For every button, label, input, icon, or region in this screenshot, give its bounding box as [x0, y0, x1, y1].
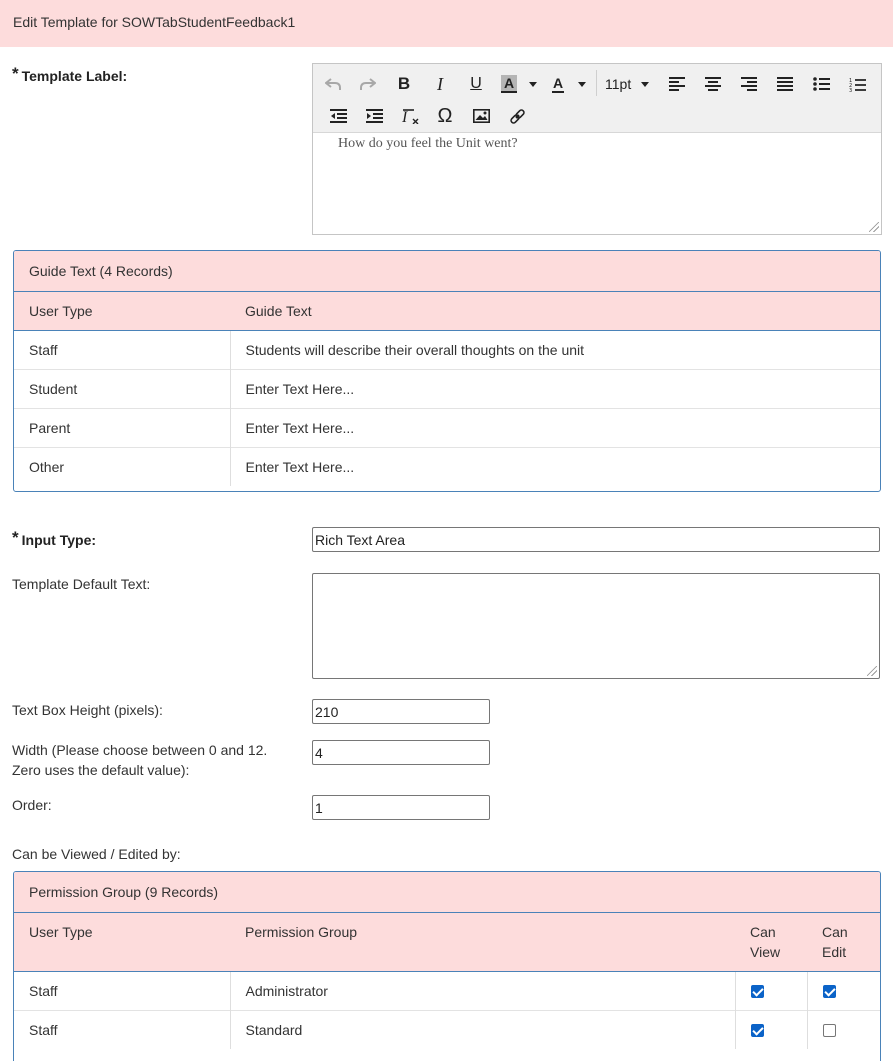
table-row: [14, 972, 880, 1011]
svg-text:2: 2: [848, 82, 852, 89]
editor-content[interactable]: How do you feel the Unit went?: [338, 136, 518, 151]
user-type-cell: Staff: [14, 1011, 230, 1050]
input-type-field[interactable]: [312, 527, 880, 552]
align-justify-icon[interactable]: [773, 72, 797, 96]
guide-text-panel-title: Guide Text (4 Records): [14, 251, 880, 292]
align-left-icon[interactable]: [665, 72, 689, 96]
guide-text-cell[interactable]: Enter Text Here...: [230, 448, 880, 487]
width-label-line2: Zero uses the default value):: [12, 762, 190, 778]
required-mark: *: [12, 528, 19, 547]
user-type-cell: Staff: [29, 983, 58, 999]
background-color-icon: A: [501, 75, 517, 93]
can-edit-checkbox[interactable]: [823, 985, 836, 998]
guide-text-cell[interactable]: Enter Text Here...: [230, 370, 880, 409]
italic-button[interactable]: I: [437, 73, 443, 94]
input-type-label: Input Type:: [21, 532, 97, 548]
link-icon[interactable]: [505, 104, 529, 128]
guide-text-cell[interactable]: Students will describe their overall thoughts on the unit: [230, 331, 880, 370]
svg-text:1: 1: [848, 77, 852, 84]
font-size-value: 11pt: [605, 76, 632, 92]
indent-icon[interactable]: [362, 104, 386, 128]
permission-group-table: [14, 913, 880, 1049]
can-view-checkbox[interactable]: [751, 1024, 764, 1037]
permission-group-cell: Administrator: [230, 972, 735, 1011]
table-row: [14, 1011, 880, 1050]
numbered-list-icon[interactable]: [845, 72, 869, 96]
guide-text-panel: [13, 250, 881, 492]
editor-toolbar: [313, 64, 881, 133]
template-label-editor[interactable]: [312, 63, 882, 235]
font-size-caret-icon[interactable]: [641, 82, 649, 87]
text-box-height-label: Text Box Height (pixels):: [12, 702, 163, 718]
column-header-guide-text: Guide Text: [230, 292, 880, 331]
column-header-permission-group: Permission Group: [230, 913, 735, 972]
permission-group-panel: [13, 871, 881, 1061]
permissions-caption: Can be Viewed / Edited by:: [12, 846, 181, 862]
required-mark: *: [12, 64, 19, 83]
image-icon[interactable]: [469, 104, 493, 128]
page-title: Edit Template for SOWTabStudentFeedback1: [13, 14, 296, 30]
special-character-icon[interactable]: Ω: [437, 104, 453, 127]
align-right-icon[interactable]: [737, 72, 761, 96]
input-type-caption: [12, 530, 96, 550]
align-center-icon[interactable]: [701, 72, 725, 96]
column-header-can-view: Can View: [735, 913, 807, 972]
column-header-can-edit: Can Edit: [807, 913, 880, 972]
permission-group-panel-title: Permission Group (9 Records): [14, 872, 880, 913]
guide-text-table: [14, 292, 880, 486]
guide-text-cell[interactable]: Enter Text Here...: [230, 409, 880, 448]
page-header: [0, 0, 893, 47]
text-color-caret-icon[interactable]: [578, 82, 586, 87]
can-view-checkbox[interactable]: [751, 985, 764, 998]
background-color-caret-icon[interactable]: [529, 82, 537, 87]
underline-button[interactable]: U: [470, 75, 482, 92]
text-color-icon: A: [552, 75, 564, 91]
default-text-label: Template Default Text:: [12, 576, 151, 592]
background-color-button[interactable]: [497, 72, 521, 96]
permission-group-cell: Standard: [230, 1011, 735, 1050]
order-label: Order:: [12, 797, 52, 813]
template-label-text: Template Label:: [21, 68, 128, 84]
text-color-button[interactable]: [546, 72, 570, 96]
redo-icon[interactable]: [356, 72, 380, 96]
undo-icon[interactable]: [321, 72, 345, 96]
user-type-cell: Parent: [14, 409, 230, 448]
template-label-caption: [12, 66, 127, 86]
user-type-cell: Other: [14, 448, 230, 487]
width-label-line1: Width (Please choose between 0 and 12.: [12, 742, 268, 758]
text-box-height-field[interactable]: [312, 699, 490, 724]
bullet-list-icon[interactable]: [809, 72, 833, 96]
user-type-cell: Staff: [29, 342, 58, 358]
column-header-user-type: User Type: [14, 913, 230, 972]
user-type-cell: Student: [14, 370, 230, 409]
can-edit-checkbox[interactable]: [823, 1024, 836, 1037]
svg-text:3: 3: [848, 87, 852, 92]
bold-button[interactable]: B: [397, 74, 411, 93]
default-text-field[interactable]: [312, 573, 880, 679]
table-row[interactable]: [14, 370, 880, 409]
column-header-user-type: User Type: [14, 292, 230, 331]
table-row[interactable]: [14, 448, 880, 487]
svg-text:I: I: [402, 109, 408, 124]
outdent-icon[interactable]: [326, 104, 350, 128]
table-row[interactable]: [14, 331, 880, 370]
clear-formatting-icon[interactable]: [398, 104, 422, 128]
editor-resize-handle[interactable]: [869, 222, 879, 232]
order-field[interactable]: [312, 795, 490, 820]
textarea-resize-handle[interactable]: [867, 666, 877, 676]
table-row[interactable]: [14, 409, 880, 448]
toolbar-separator: [596, 70, 597, 96]
width-field[interactable]: [312, 740, 490, 765]
width-label: [12, 740, 267, 780]
